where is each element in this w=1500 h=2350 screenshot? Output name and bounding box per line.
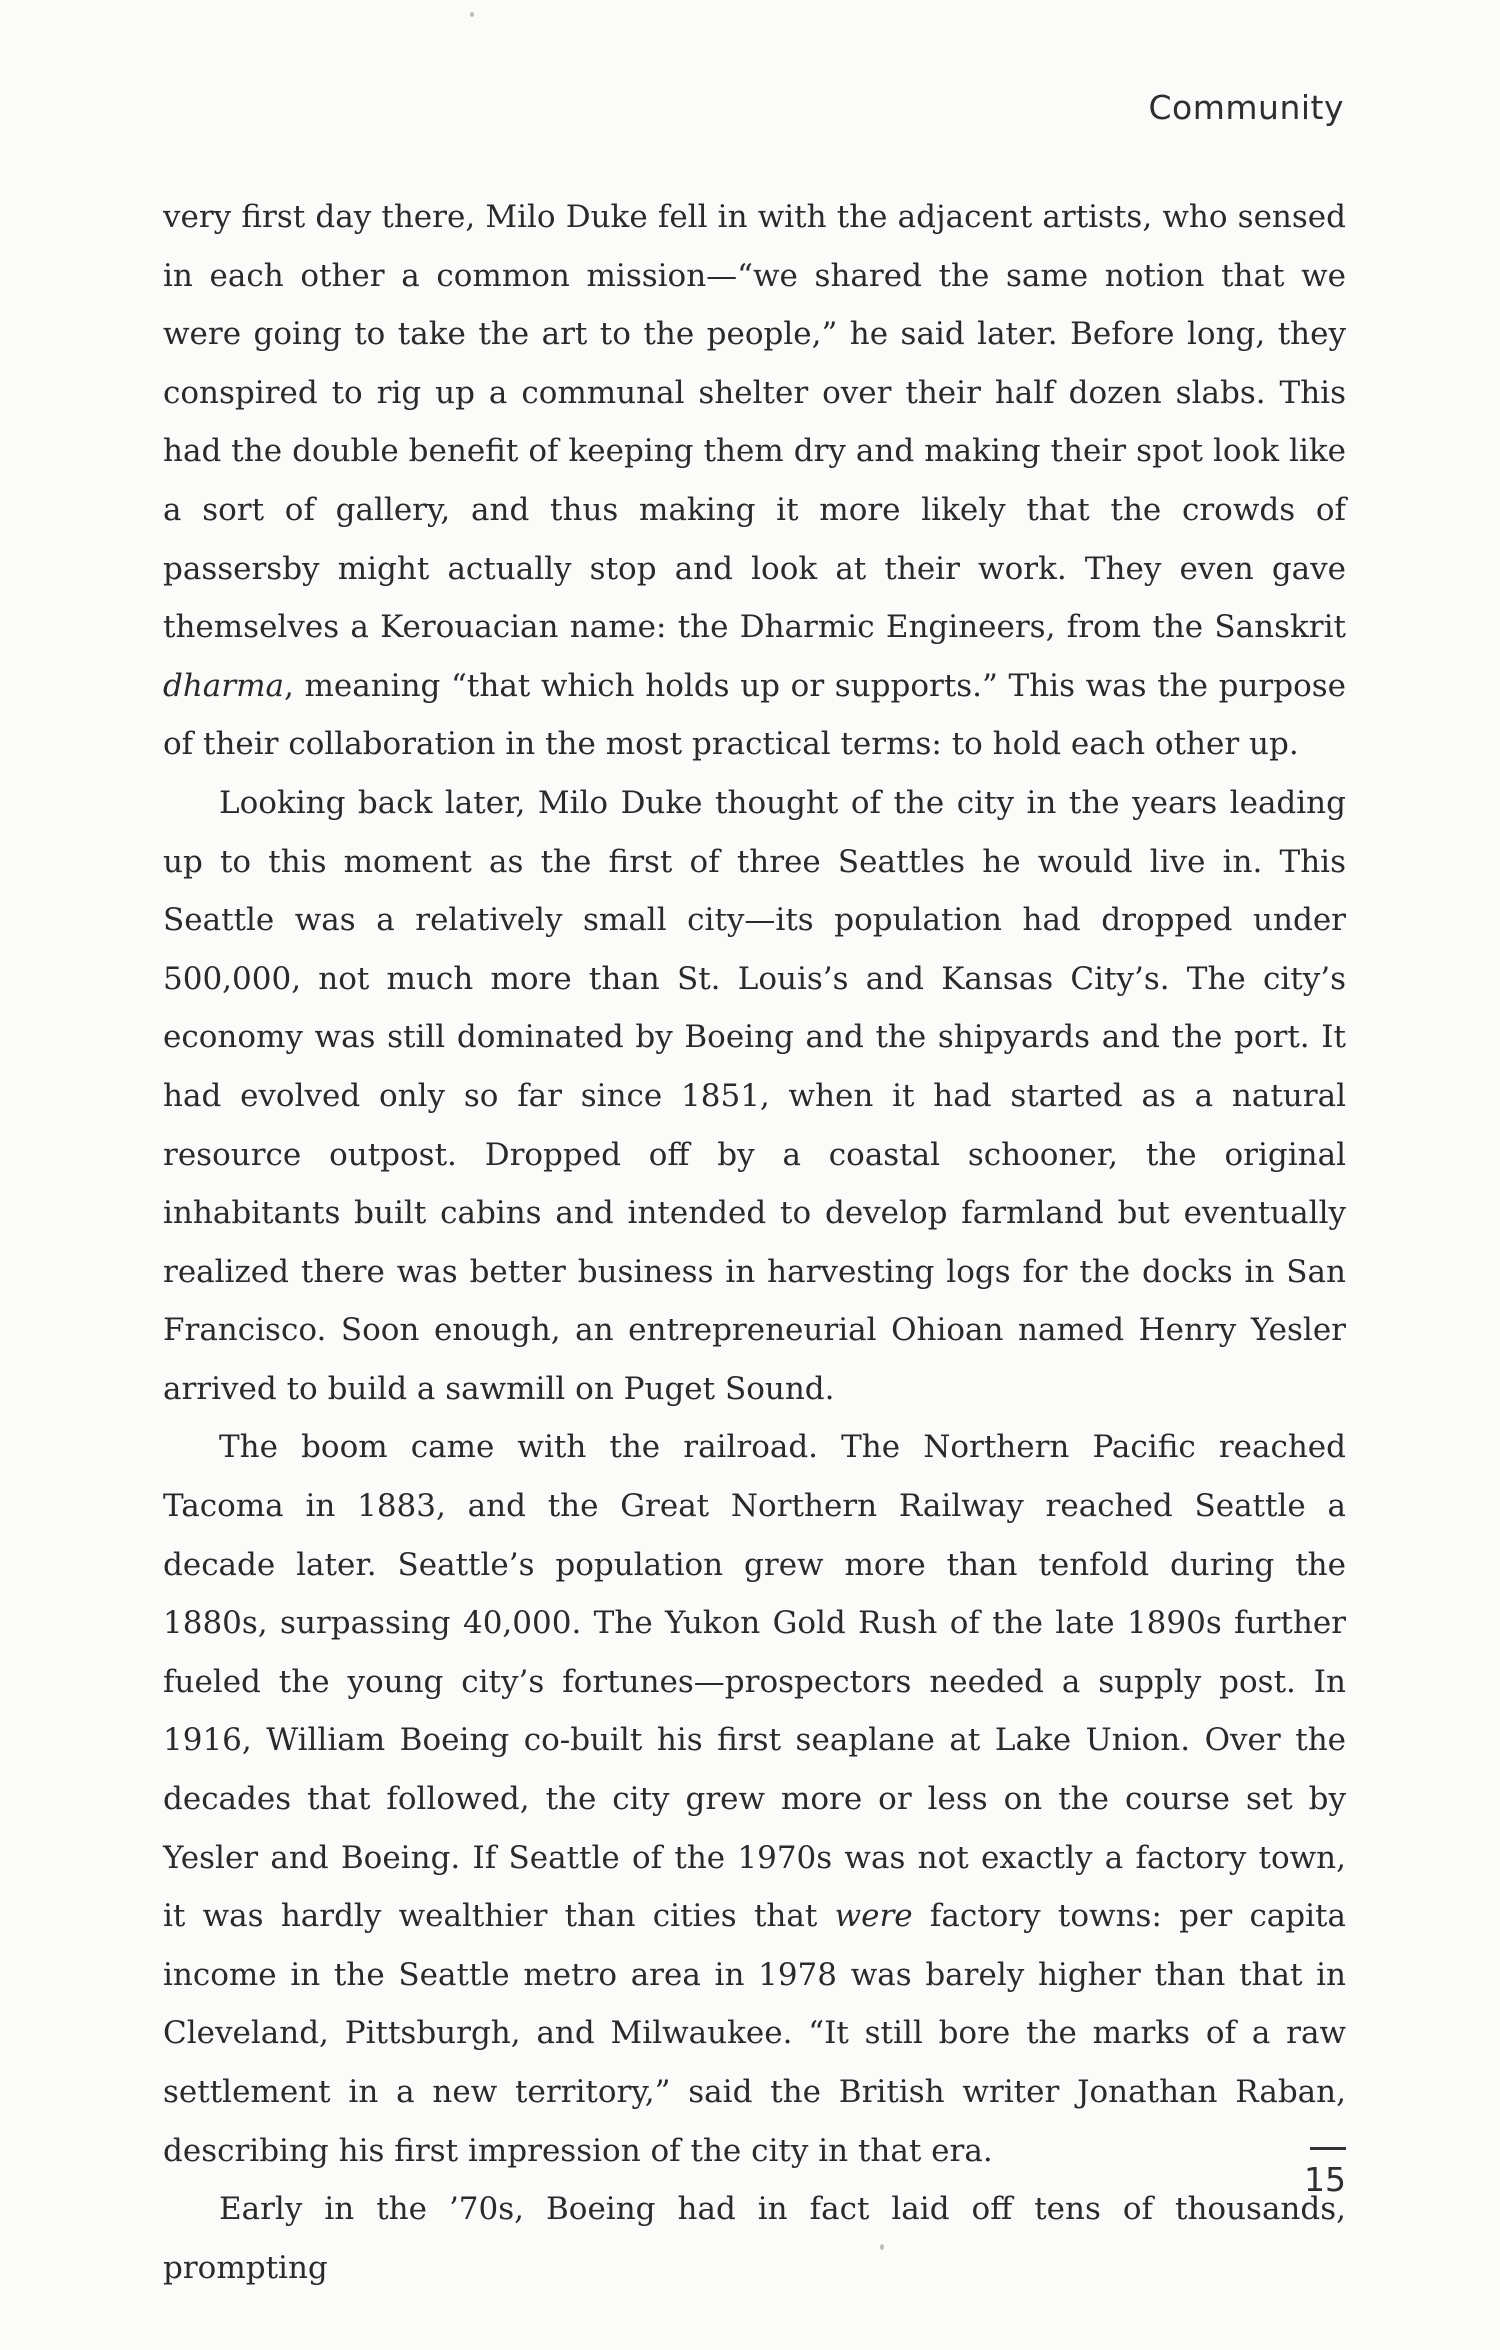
text-segment: The boom came with the railroad. The Northern Pacific reached Tacoma in 1883, and the Great Northern Railway reached Seattle a decade later. Seattle’s population grew more than tenfold during the 1880s, surpassing 40,000. The Yukon Gold Rush of the late 1890s further fueled the young city’s fortunes—prospectors needed a supply post. In 1916, William Boeing co-built his first seaplane at Lake Union. Over the decades that followed, the city grew more or less on the course set by Yesler and Boeing. If Seattle of the 1970s was not exactly a factory town, it was hardly wealthier than cities that — [163, 1429, 1346, 1935]
body-text — [163, 188, 1346, 2297]
page-number: 15 — [1304, 2160, 1346, 2199]
paper-speck — [880, 2244, 884, 2250]
text-segment: very first day there, Milo Duke fell in with the adjacent artists, who sensed in each other a common mission—“we shared the same notion that we were going to take the art to the people,” he said later. Before long, they conspired to rig up a communal shelter over their half dozen slabs. This had the double benefit of keeping them dry and making their spot look like a sort of gallery, and thus making it more likely that the crowds of passersby might actually stop and look at their work. They even gave themselves a Kerouacian name: the Dharmic Engineers, from the Sanskrit — [163, 199, 1346, 646]
text-segment: Early in the ’70s, Boeing had in fact laid off tens of thousands, prompting — [163, 2191, 1346, 2286]
running-head: Community — [1148, 88, 1344, 127]
text-segment: factory towns: per capita income in the Seattle metro area in 1978 was barely higher than that in Cleveland, Pittsburgh, and Milwaukee. “It still bore the marks of a raw settlement in a new territory,” said the British writer Jonathan Raban, describing his first impression of the city in that era. — [163, 1898, 1346, 2169]
paragraph-2 — [163, 774, 1346, 1419]
paragraph-1 — [163, 188, 1346, 774]
paragraph-3 — [163, 1418, 1346, 2180]
text-segment: Looking back later, Milo Duke thought of the city in the years leading up to this moment as the first of three Seattles he would live in. This Seattle was a relatively small city—its population had dropped under 500,000, not much more than St. Louis’s and Kansas City’s. The city’s economy was still dominated by Boeing and the shipyards and the port. It had evolved only so far since 1851, when it had started as a natural resource outpost. Dropped off by a coastal schooner, the original inhabitants built cabins and intended to develop farmland but eventually realized there was better business in harvesting logs for the docks in San Francisco. Soon enough, an entrepreneurial Ohioan named Henry Yesler arrived to build a sawmill on Puget Sound. — [163, 784, 1346, 1407]
paragraph-4 — [163, 2180, 1346, 2297]
italic-term: were — [834, 1898, 913, 1935]
folio-rule — [1310, 2147, 1346, 2150]
text-segment: , meaning “that which holds up or supports.” This was the purpose of their collaboration in the most practical terms: to hold each other up. — [163, 667, 1346, 763]
paper-speck — [470, 12, 474, 17]
italic-term: dharma — [163, 667, 284, 704]
